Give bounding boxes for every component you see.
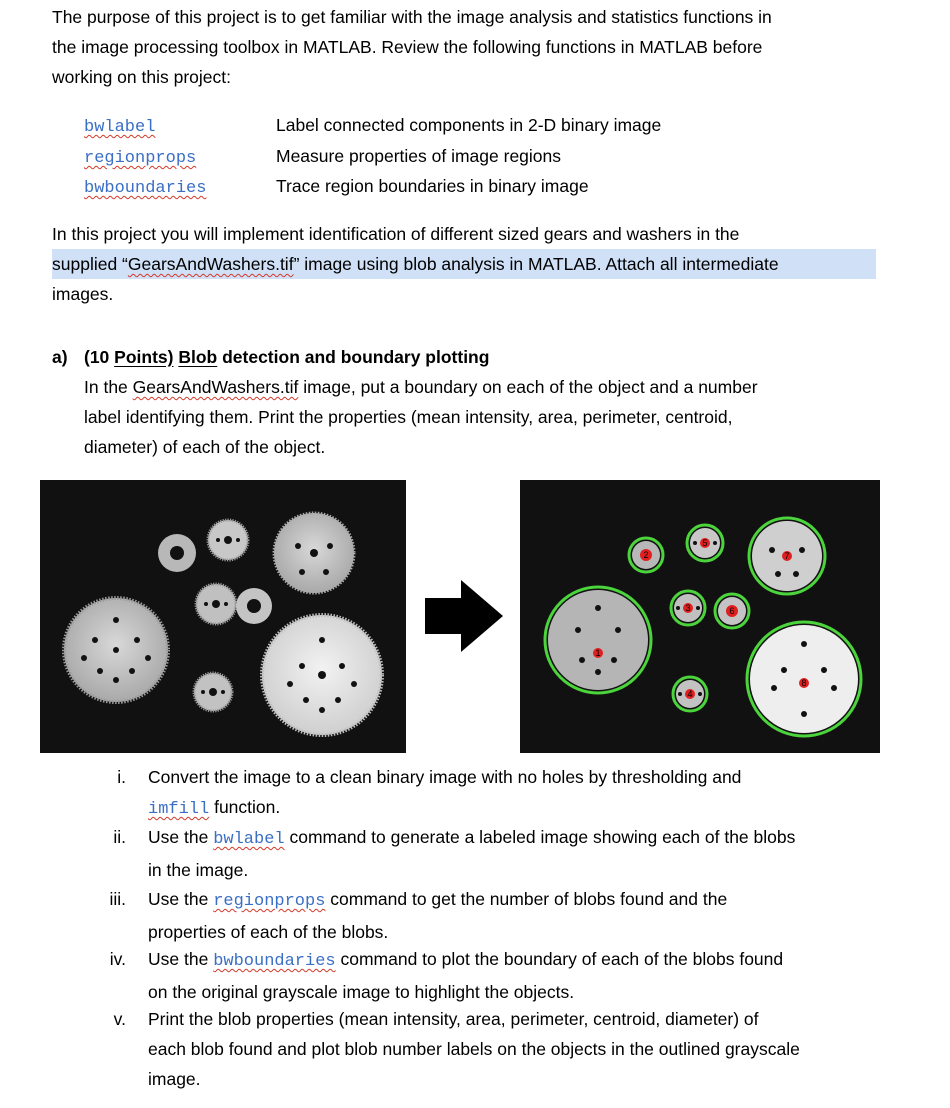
function-name-bwlabel[interactable]: bwlabel xyxy=(84,118,156,137)
blob-label: 2 xyxy=(643,550,649,560)
section-a-desc-line: label identifying them. Print the properties (mean intensity, area, perimeter, centroid, xyxy=(84,407,733,427)
step-text xyxy=(148,822,888,885)
intro-paragraph xyxy=(52,2,932,92)
step-text xyxy=(148,944,888,1007)
washer-top-left xyxy=(158,534,196,572)
section-a-title: (10 Points) Blob detection and boundary plotting In the GearsAndWashers.tif image, put a boundary on each of the object and a number label identifying them. Print the properties (mean intensity, area, perimeter, centroid, diameter) of each of the object. xyxy=(84,342,924,462)
project-paragraph xyxy=(52,219,932,309)
text-selection-highlight[interactable]: supplied “GearsAndWashers.tif” image using blob analysis in MATLAB. Attach all intermediate xyxy=(52,249,876,279)
step-text-run: on the original grayscale image to highlight the objects. xyxy=(148,982,575,1002)
step-text xyxy=(148,762,888,825)
step-number: iv. xyxy=(109,949,126,969)
step-text-run: command to get the number of blobs found and the xyxy=(325,889,728,909)
labeled-image xyxy=(520,480,880,753)
gear-small-bottom xyxy=(194,673,232,711)
step-text-run: Print the blob properties (mean intensity, area, perimeter, centroid, diameter) of xyxy=(148,1009,759,1029)
function-name-regionprops[interactable]: regionprops xyxy=(84,149,197,168)
step-text-run: each blob found and plot blob number labels on the objects in the outlined grayscale xyxy=(148,1039,800,1059)
washer-mid xyxy=(236,588,272,624)
gear-medium-top-right xyxy=(274,513,354,593)
blob-label: 7 xyxy=(784,551,790,561)
code-bwlabel[interactable]: bwlabel xyxy=(213,830,285,849)
step-text-run: image. xyxy=(148,1069,201,1089)
filename-text: GearsAndWashers.tif xyxy=(127,254,294,274)
intro-line: The purpose of this project is to get familiar with the image analysis and statistics functions in xyxy=(52,7,772,27)
filename-text: GearsAndWashers.tif xyxy=(132,377,299,397)
function-row[interactable] xyxy=(84,171,206,201)
section-a-desc-line: In the GearsAndWashers.tif image, put a boundary on each of the object and a number xyxy=(84,377,758,397)
gear-small-top xyxy=(208,520,248,560)
project-line: images. xyxy=(52,284,114,304)
arrow-right-icon xyxy=(425,580,503,652)
code-bwboundaries[interactable]: bwboundaries xyxy=(213,952,336,971)
blob-label: 3 xyxy=(685,603,691,613)
function-desc: Label connected components in 2-D binary image xyxy=(276,115,662,135)
step-text-run: Use the xyxy=(148,949,214,969)
blob-label: 4 xyxy=(687,689,693,699)
blob-label: 8 xyxy=(801,678,807,688)
code-imfill[interactable]: imfill xyxy=(148,800,210,819)
step-text-run: Use the xyxy=(148,827,214,847)
step-text xyxy=(148,884,888,947)
function-row[interactable] xyxy=(84,110,155,140)
project-line-highlighted xyxy=(52,249,932,279)
blob-label: 1 xyxy=(595,648,601,658)
intro-line: working on this project: xyxy=(52,67,231,87)
blob-label: 6 xyxy=(729,606,735,616)
gear-large-left xyxy=(64,598,168,702)
step-number: v. xyxy=(113,1009,126,1029)
function-desc: Measure properties of image regions xyxy=(276,146,562,166)
intro-line: the image processing toolbox in MATLAB. Review the following functions in MATLAB before xyxy=(52,37,763,57)
step-text-run: Use the xyxy=(148,889,214,909)
function-desc: Trace region boundaries in binary image xyxy=(276,176,589,196)
section-a-heading xyxy=(52,342,68,372)
function-name-bwboundaries[interactable]: bwboundaries xyxy=(84,179,207,198)
project-line: In this project you will implement identification of different sized gears and washers in the xyxy=(52,224,740,244)
step-number: ii. xyxy=(113,827,126,847)
blob-label: 5 xyxy=(702,538,708,548)
step-text-run: properties of each of the blobs. xyxy=(148,922,389,942)
function-row[interactable] xyxy=(84,141,196,171)
gear-small-mid xyxy=(196,584,236,624)
section-a-desc-line: diameter) of each of the object. xyxy=(84,437,326,457)
step-text-run: function. xyxy=(209,797,281,817)
step-text xyxy=(148,1004,888,1094)
gear-large-right xyxy=(262,615,382,735)
points-text: Points) xyxy=(114,347,174,367)
step-text-run: Convert the image to a clean binary image with no holes by thresholding and xyxy=(148,767,742,787)
step-number: iii. xyxy=(109,889,126,909)
section-label: a) xyxy=(52,347,68,367)
blob-text: Blob xyxy=(178,347,218,367)
step-text-run: command to generate a labeled image showing each of the blobs xyxy=(284,827,796,847)
step-text-run: in the image. xyxy=(148,860,249,880)
code-regionprops[interactable]: regionprops xyxy=(213,892,326,911)
step-text-run: command to plot the boundary of each of the blobs found xyxy=(335,949,784,969)
step-number: i. xyxy=(117,767,126,787)
original-image xyxy=(40,480,406,753)
